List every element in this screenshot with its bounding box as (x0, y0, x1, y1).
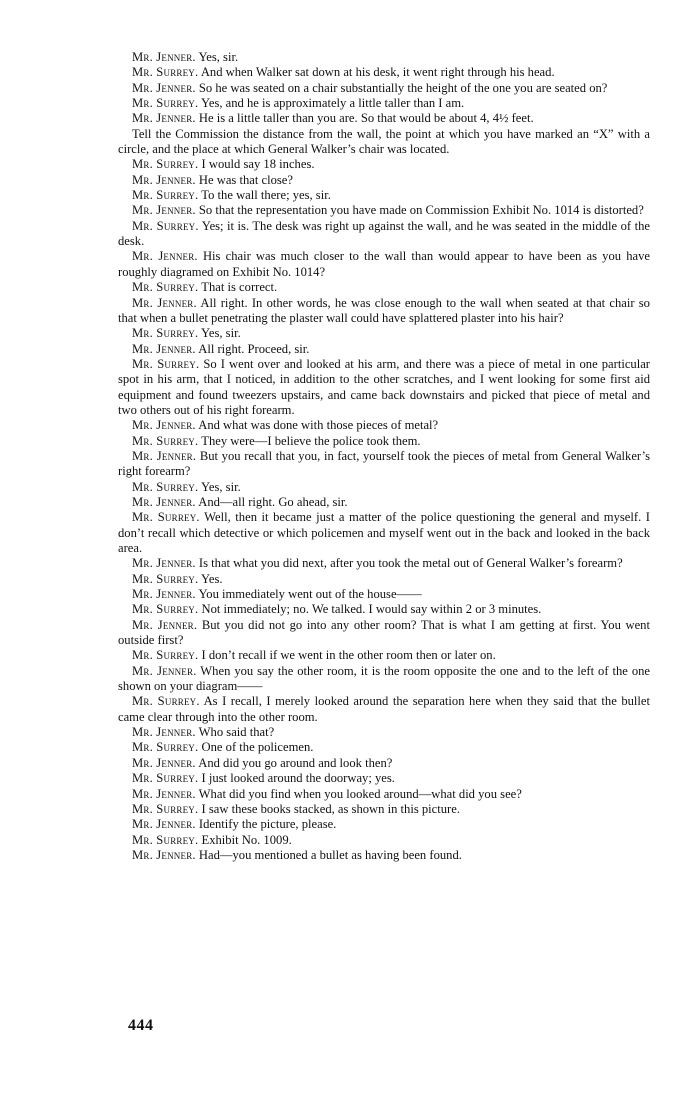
utterance: All right. Proceed, sir. (198, 341, 310, 356)
speaker: Mr. Jenner. (132, 448, 197, 463)
utterance: He is a little taller than you are. So that would be about 4, 4½ feet. (198, 111, 534, 126)
speaker: Mr. Jenner. (132, 817, 196, 832)
speaker: Mr. Jenner. (132, 418, 196, 433)
paragraph (118, 296, 650, 327)
utterance: Yes, sir. (198, 50, 239, 64)
speaker: Mr. Surrey. (132, 218, 199, 233)
speaker: Mr. Jenner. (132, 80, 196, 95)
paragraph (118, 65, 650, 80)
utterance: One of the policemen. (201, 740, 314, 755)
speaker: Mr. Surrey. (132, 96, 199, 111)
paragraph (118, 173, 650, 188)
paragraph (118, 249, 650, 280)
speaker: Mr. Jenner. (132, 172, 196, 187)
paragraph (118, 157, 650, 172)
paragraph (118, 342, 650, 357)
paragraph (118, 480, 650, 495)
utterance: I would say 18 inches. (201, 157, 315, 172)
utterance: I saw these books stacked, as shown in this picture. (201, 801, 460, 816)
paragraph (118, 817, 650, 832)
speaker: Mr. Surrey. (132, 832, 199, 847)
speaker: Mr. Jenner. (132, 249, 198, 264)
speaker: Mr. Jenner. (132, 111, 196, 126)
paragraph (118, 188, 650, 203)
utterance: Yes, sir. (201, 326, 241, 341)
testimony-column (118, 50, 650, 863)
utterance: Yes. (201, 571, 223, 586)
speaker: Mr. Jenner. (132, 50, 196, 64)
utterance: But you did not go into any other room? That is what I am getting at first. You went outside first? (118, 617, 650, 648)
utterance: To the wall there; yes, sir. (201, 188, 331, 203)
utterance: That is correct. (201, 280, 278, 295)
speaker: Mr. Surrey. (132, 510, 200, 525)
paragraph (118, 572, 650, 587)
utterance: His chair was much closer to the wall than would appear to have been as you have roughly diagramed on Exhibit No. 1014? (118, 249, 650, 279)
paragraph (118, 449, 650, 480)
paragraph (118, 81, 650, 96)
utterance: Yes, and he is approximately a little taller than I am. (201, 96, 465, 111)
utterance: They were—I believe the police took them. (201, 433, 421, 448)
paragraph (118, 664, 650, 695)
paragraph (118, 326, 650, 341)
paragraph (118, 725, 650, 740)
utterance: Had—you mentioned a bullet as having been found. (198, 847, 462, 862)
speaker: Mr. Jenner. (132, 663, 197, 678)
speaker: Mr. Jenner. (132, 494, 196, 509)
utterance: Is that what you did next, after you took the metal out of General Walker’s forearm? (198, 556, 623, 571)
paragraph (118, 694, 650, 725)
speaker: Mr. Jenner. (132, 725, 196, 740)
speaker: Mr. Surrey. (132, 433, 199, 448)
paragraph (118, 602, 650, 617)
speaker: Mr. Jenner. (132, 847, 196, 862)
speaker: Mr. Surrey. (132, 479, 199, 494)
paragraph (118, 740, 650, 755)
paragraph (118, 848, 650, 863)
speaker: Mr. Surrey. (132, 602, 199, 617)
utterance: Well, then it became just a matter of the police questioning the general and myself. I don’t recall which detective or which policemen and myself went out in the back and looked in the back area. (118, 510, 650, 555)
utterance: So he was seated on a chair substantially the height of the one you are seated on? (198, 80, 608, 95)
page-number: 444 (128, 1017, 154, 1034)
utterance: I just looked around the doorway; yes. (201, 771, 395, 786)
speaker: Mr. Jenner. (132, 556, 196, 571)
utterance: Who said that? (198, 725, 275, 740)
paragraph (118, 802, 650, 817)
speaker: Mr. Surrey. (132, 188, 199, 203)
speaker: Mr. Surrey. (132, 65, 199, 80)
paragraph (118, 111, 650, 126)
speaker: Mr. Surrey. (132, 280, 199, 295)
paragraph (118, 771, 650, 786)
paragraph (118, 648, 650, 663)
speaker: Mr. Surrey. (132, 801, 199, 816)
speaker: Mr. Jenner. (132, 203, 196, 218)
utterance: He was that close? (198, 172, 293, 187)
utterance: When you say the other room, it is the room opposite the one and to the left of the one shown on your diagram—— (118, 663, 651, 694)
speaker: Mr. Jenner. (132, 786, 196, 801)
paragraph (118, 418, 650, 433)
utterance: And—all right. Go ahead, sir. (198, 494, 348, 509)
utterance: But you recall that you, in fact, yourself took the pieces of metal from General Walker’s right forearm? (118, 448, 650, 479)
utterance: And did you go around and look then? (198, 755, 393, 770)
paragraph (118, 833, 650, 848)
speaker: Mr. Surrey. (132, 157, 199, 172)
utterance: As I recall, I merely looked around the separation here when they said that the bullet came clear through into the other room. (118, 694, 651, 724)
utterance: Yes, sir. (201, 479, 241, 494)
utterance: Tell the Commission the distance from the wall, the point at which you have marked an “X” with a circle, and the place at which General Walker’s chair was located. (118, 126, 650, 157)
utterance: Not immediately; no. We talked. I would say within 2 or 3 minutes. (201, 602, 542, 617)
paragraph (118, 618, 650, 649)
speaker: Mr. Surrey. (132, 571, 199, 586)
speaker: Mr. Surrey. (132, 356, 200, 371)
utterance: What did you find when you looked around—what did you see? (198, 786, 522, 801)
paragraph (118, 280, 650, 295)
paragraph (118, 587, 650, 602)
paragraph (118, 434, 650, 449)
utterance: Identify the picture, please. (198, 817, 337, 832)
utterance: All right. In other words, he was close enough to the wall when seated at that chair so that when a bullet penetrating the plaster wall could have splattered plaster into his hair? (118, 295, 650, 325)
speaker: Mr. Surrey. (132, 326, 199, 341)
speaker: Mr. Jenner. (132, 295, 197, 310)
utterance: I don’t recall if we went in the other room then or later on. (201, 648, 496, 663)
paragraph (118, 357, 650, 418)
speaker: Mr. Jenner. (132, 755, 196, 770)
paragraph (118, 556, 650, 571)
utterance: Exhibit No. 1009. (201, 832, 292, 847)
speaker: Mr. Jenner. (132, 341, 196, 356)
speaker: Mr. Surrey. (132, 648, 199, 663)
paragraph (118, 203, 650, 218)
speaker: Mr. Surrey. (132, 740, 199, 755)
utterance: And when Walker sat down at his desk, it went right through his head. (200, 65, 555, 80)
speaker: Mr. Jenner. (132, 587, 196, 602)
paragraph (118, 96, 650, 111)
speaker: Mr. Surrey. (132, 694, 200, 709)
speaker: Mr. Surrey. (132, 771, 199, 786)
utterance: And what was done with those pieces of metal? (198, 418, 439, 433)
utterance: Yes; it is. The desk was right up against the wall, and he was seated in the middle of the desk. (118, 218, 650, 249)
paragraph (118, 50, 650, 65)
paragraph (118, 219, 650, 250)
paragraph (118, 756, 650, 771)
utterance: You immediately went out of the house—— (198, 587, 422, 602)
paragraph (118, 495, 650, 510)
speaker: Mr. Jenner. (132, 617, 198, 632)
paragraph (118, 510, 650, 556)
paragraph (118, 787, 650, 802)
paragraph (118, 127, 650, 158)
utterance: So that the representation you have made on Commission Exhibit No. 1014 is distorted? (198, 203, 644, 218)
utterance: So I went over and looked at his arm, and there was a piece of metal in one particular spot in his arm, that I noticed, in addition to the other scratches, and I went looking for some first aid equipment and found tweezers upstairs, and came back downstairs and picked that piece of metal and two others out of his right forearm. (118, 356, 651, 417)
